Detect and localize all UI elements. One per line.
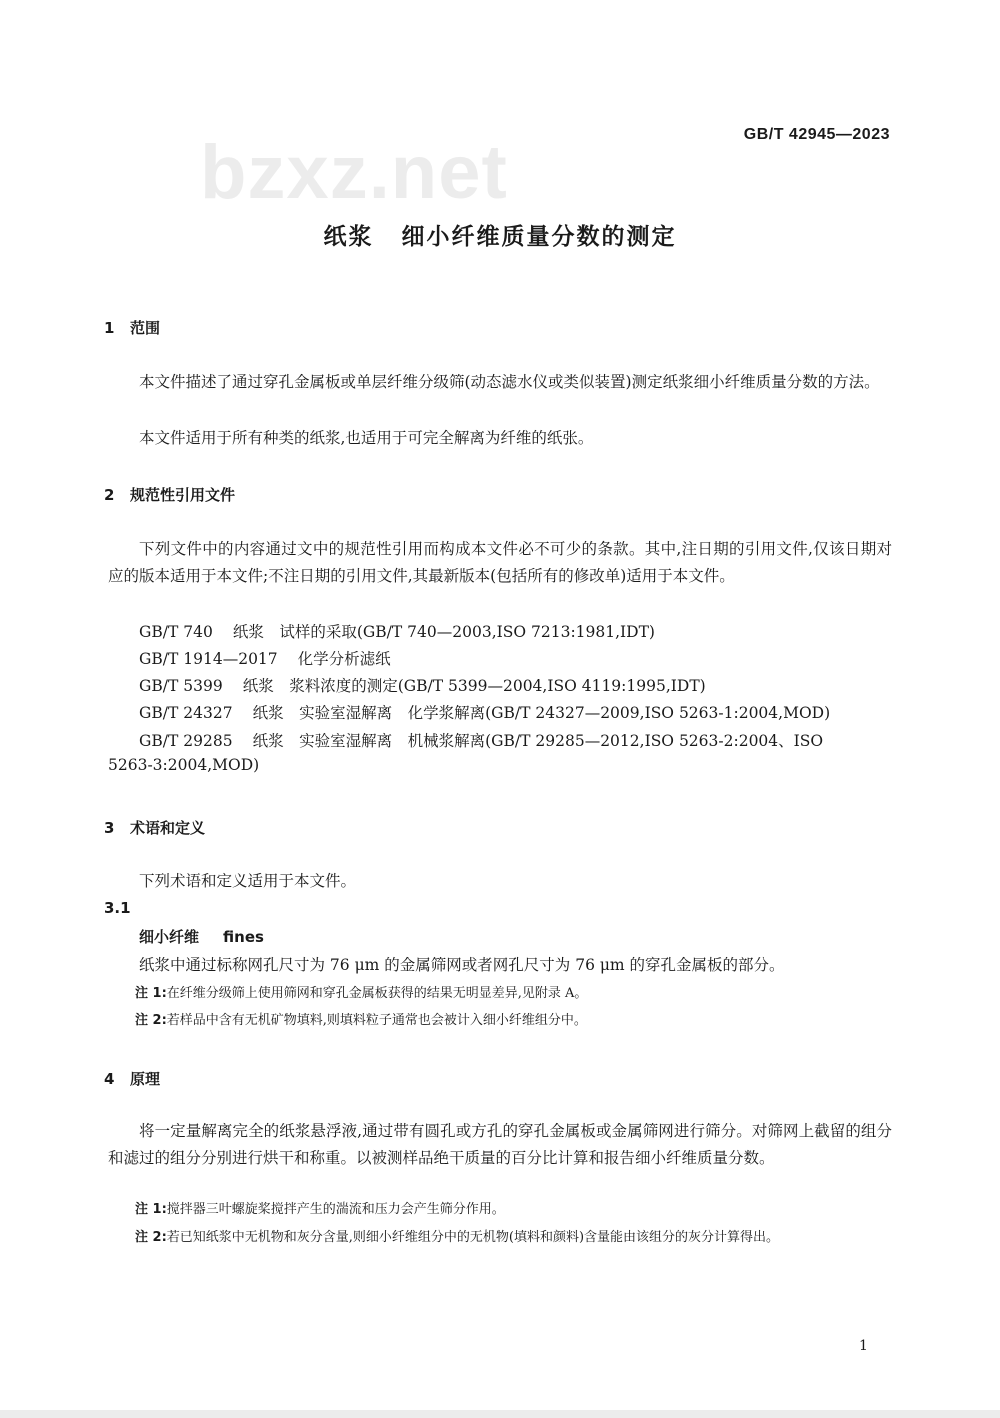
section-1-heading: 1 范围 [104,319,161,337]
section-3-intro: 下列术语和定义适用于本文件。 [139,872,357,890]
note: 注 1:搅拌器三叶螺旋桨搅拌产生的湍流和压力会产生筛分作用。 [135,1202,505,1217]
term-entry [139,926,264,947]
note: 注 2:若已知纸浆中无机物和灰分含量,则细小纤维组分中的无机物(填料和颜料)含量能由该组分的灰分计算得出。 [135,1230,780,1245]
title-part-2: 细小纤维质量分数的测定 [401,224,677,250]
term-english: fines [223,928,264,946]
note: 注 2:若样品中含有无机矿物填料,则填料粒子通常也会被计入细小纤维组分中。 [135,1013,587,1028]
term-definition: 纸浆中通过标称网孔尺寸为 76 μm 的金属筛网或者网孔尺寸为 76 μm 的穿孔金属板的部分。 [139,956,785,974]
reference-item: GB/T 740 纸浆 试样的采取(GB/T 740—2003,ISO 7213:1981,IDT) [139,623,655,641]
section-4-heading: 4 原理 [104,1070,161,1088]
reference-item: GB/T 29285 纸浆 实验室湿解离 机械浆解离(GB/T 29285—2012,ISO 5263-2:2004、ISO [139,732,824,750]
document-title [0,218,1000,251]
section-1-paragraph-1: 本文件描述了通过穿孔金属板或单层纤维分级筛(动态滤水仪或类似装置)测定纸浆细小纤维质量分数的方法。 [139,373,880,391]
section-2-intro: 下列文件中的内容通过文中的规范性引用而构成本文件必不可少的条款。其中,注日期的引用文件,仅该日期对应的版本适用于本文件;不注日期的引用文件,其最新版本(包括所有的修改单)适用于本文件。 [108,540,892,585]
term-number: 3.1 [104,899,131,917]
page-number: 1 [859,1338,868,1354]
reference-item: GB/T 24327 纸浆 实验室湿解离 化学浆解离(GB/T 24327—2009,ISO 5263-1:2004,MOD) [139,704,831,722]
section-2-heading: 2 规范性引用文件 [104,486,236,504]
section-3-heading: 3 术语和定义 [104,819,206,837]
note: 注 1:在纤维分级筛上使用筛网和穿孔金属板获得的结果无明显差异,见附录 A。 [135,986,588,1001]
term-chinese: 细小纤维 [139,928,200,946]
reference-item: GB/T 5399 纸浆 浆料浓度的测定(GB/T 5399—2004,ISO 4119:1995,IDT) [139,677,706,695]
reference-item: GB/T 1914—2017 化学分析滤纸 [139,650,391,668]
section-4-paragraph: 将一定量解离完全的纸浆悬浮液,通过带有圆孔或方孔的穿孔金属板或金属筛网进行筛分。对筛网上截留的组分和滤过的组分分别进行烘干和称重。以被测样品绝干质量的百分比计算和报告细小纤维质量分数。 [108,1122,892,1167]
standard-number: GB/T 42945—2023 [743,126,890,143]
page-bottom-edge [0,1410,1000,1418]
title-part-1: 纸浆 [323,224,374,250]
section-1-paragraph-2: 本文件适用于所有种类的纸浆,也适用于可完全解离为纤维的纸张。 [139,429,594,447]
reference-item-continuation: 5263-3:2004,MOD) [108,756,260,774]
watermark: bzxz.net [200,130,508,215]
